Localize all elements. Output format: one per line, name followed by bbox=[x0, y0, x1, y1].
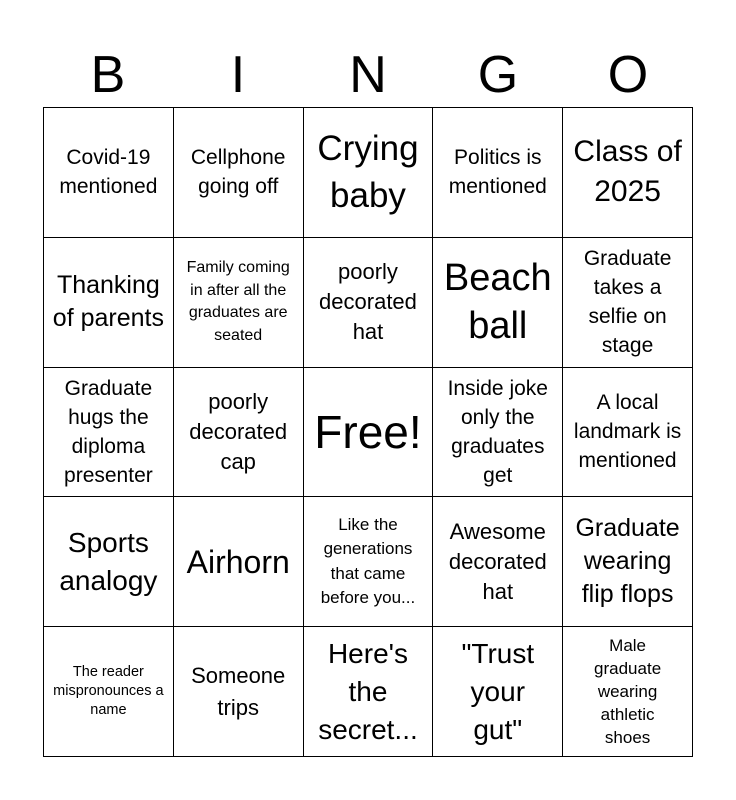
bingo-cell[interactable] bbox=[563, 368, 693, 498]
bingo-cell[interactable] bbox=[174, 108, 304, 238]
bingo-cell[interactable] bbox=[44, 497, 174, 627]
bingo-cell[interactable] bbox=[174, 627, 304, 757]
bingo-cell[interactable] bbox=[304, 368, 434, 498]
cell-text: Here's the secret... bbox=[318, 637, 418, 745]
cell-text: Male graduate wearing athletic shoes bbox=[594, 636, 662, 748]
header-letter-i: I bbox=[230, 46, 246, 104]
cell-text: Class of 2025 bbox=[573, 135, 682, 209]
bingo-cell[interactable] bbox=[304, 238, 434, 368]
cell-text: Politics is mentioned bbox=[448, 146, 547, 199]
bingo-cell[interactable] bbox=[304, 108, 434, 238]
header-letter-o: O bbox=[607, 46, 649, 104]
bingo-cell[interactable] bbox=[433, 497, 563, 627]
cell-text: poorly decorated hat bbox=[319, 259, 417, 345]
bingo-board bbox=[43, 107, 693, 757]
bingo-cell[interactable] bbox=[304, 497, 434, 627]
cell-text: Covid-19 mentioned bbox=[59, 146, 158, 199]
cell-text: Someone trips bbox=[191, 662, 286, 720]
cell-text: Graduate takes a selfie on stage bbox=[583, 247, 672, 358]
header-letter-g: G bbox=[477, 46, 519, 104]
bingo-cell[interactable] bbox=[44, 627, 174, 757]
cell-text: Awesome decorated hat bbox=[448, 518, 547, 604]
bingo-cell[interactable] bbox=[433, 627, 563, 757]
cell-text: The reader mispronounces a name bbox=[53, 664, 164, 719]
bingo-cell[interactable] bbox=[563, 238, 693, 368]
cell-text: Inside joke only the graduates get bbox=[447, 376, 548, 487]
bingo-cell[interactable] bbox=[44, 108, 174, 238]
cell-text: Sports analogy bbox=[59, 526, 158, 596]
bingo-header bbox=[43, 40, 693, 110]
header-letter-b: B bbox=[90, 46, 126, 104]
cell-text: poorly decorated cap bbox=[189, 388, 288, 474]
bingo-cell[interactable] bbox=[174, 238, 304, 368]
bingo-cell[interactable] bbox=[44, 368, 174, 498]
bingo-cell[interactable] bbox=[44, 238, 174, 368]
bingo-cell[interactable] bbox=[174, 497, 304, 627]
cell-text: Crying baby bbox=[317, 129, 419, 216]
header-letter-n: N bbox=[349, 46, 387, 104]
cell-text: "Trust your gut" bbox=[461, 637, 535, 745]
bingo-cell[interactable] bbox=[433, 368, 563, 498]
bingo-cell[interactable] bbox=[563, 497, 693, 627]
cell-text: Thanking of parents bbox=[52, 271, 164, 333]
cell-text: Beach ball bbox=[443, 257, 552, 348]
cell-text: Graduate wearing flip flops bbox=[575, 514, 680, 609]
cell-text: Graduate hugs the diploma presenter bbox=[64, 376, 153, 487]
free-space-text: Free! bbox=[314, 405, 422, 458]
bingo-cell[interactable] bbox=[174, 368, 304, 498]
cell-text: Family coming in after all the graduates are seated bbox=[186, 259, 290, 344]
bingo-cell[interactable] bbox=[433, 238, 563, 368]
cell-text: Airhorn bbox=[186, 543, 290, 580]
cell-text: Like the generations that came before you... bbox=[320, 514, 416, 608]
bingo-cell[interactable] bbox=[433, 108, 563, 238]
cell-text: Cellphone going off bbox=[190, 146, 286, 199]
bingo-cell[interactable] bbox=[563, 108, 693, 238]
bingo-cell[interactable] bbox=[563, 627, 693, 757]
bingo-cell[interactable] bbox=[304, 627, 434, 757]
cell-text: A local landmark is mentioned bbox=[573, 391, 682, 473]
